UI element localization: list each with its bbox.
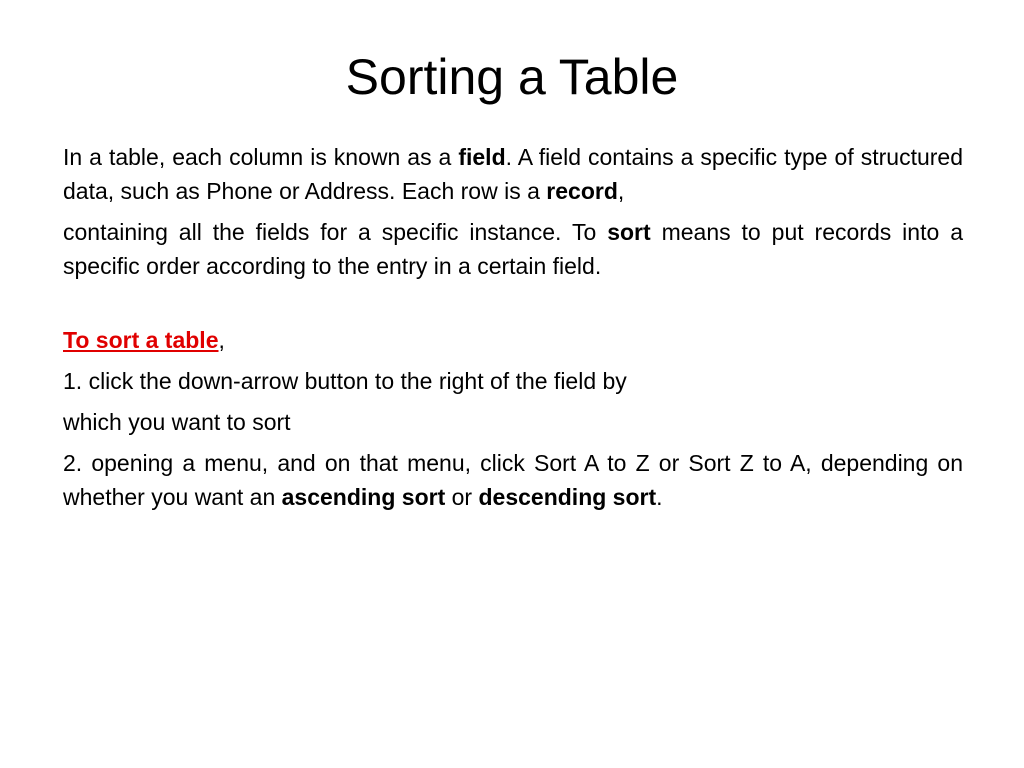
text-run: , — [218, 327, 225, 353]
text-run: In a table, each column is known as a — [63, 144, 459, 170]
term-record: record — [546, 178, 618, 204]
paragraph-how-to-heading — [63, 323, 963, 357]
text-run: or — [445, 484, 479, 510]
text-run: 2. opening a menu, and on that menu, click Sort A to Z or Sort Z to A, depending on whether you want an — [63, 450, 963, 510]
text-run: means to put records into a specific order according to the entry in a certain field. — [63, 219, 963, 279]
paragraph-step-2 — [63, 446, 963, 514]
term-field: field — [458, 144, 506, 170]
text-run: . A field contains a specific type of structured data, such as Phone or Address. Each row is a — [63, 144, 963, 204]
text-run: , — [617, 178, 625, 204]
paragraph-step-1-cont — [63, 405, 963, 439]
paragraph-field-definition — [63, 140, 963, 208]
slide-title: Sorting a Table — [345, 49, 679, 105]
paragraph-sort-definition — [63, 215, 963, 283]
text-run: . — [656, 484, 663, 510]
paragraph-step-1 — [63, 364, 963, 398]
text-run: containing all the fields for a specific instance. To — [63, 219, 608, 245]
slide-body — [63, 140, 963, 521]
text-run: 1. click the down-arrow button to the right of the field by — [63, 368, 627, 394]
to-sort-a-table-link[interactable]: To sort a table — [63, 327, 219, 353]
term-sort: sort — [607, 219, 651, 245]
term-ascending-sort: ascending sort — [281, 484, 446, 510]
text-run: which you want to sort — [63, 409, 291, 435]
term-descending-sort: descending sort — [478, 484, 657, 510]
